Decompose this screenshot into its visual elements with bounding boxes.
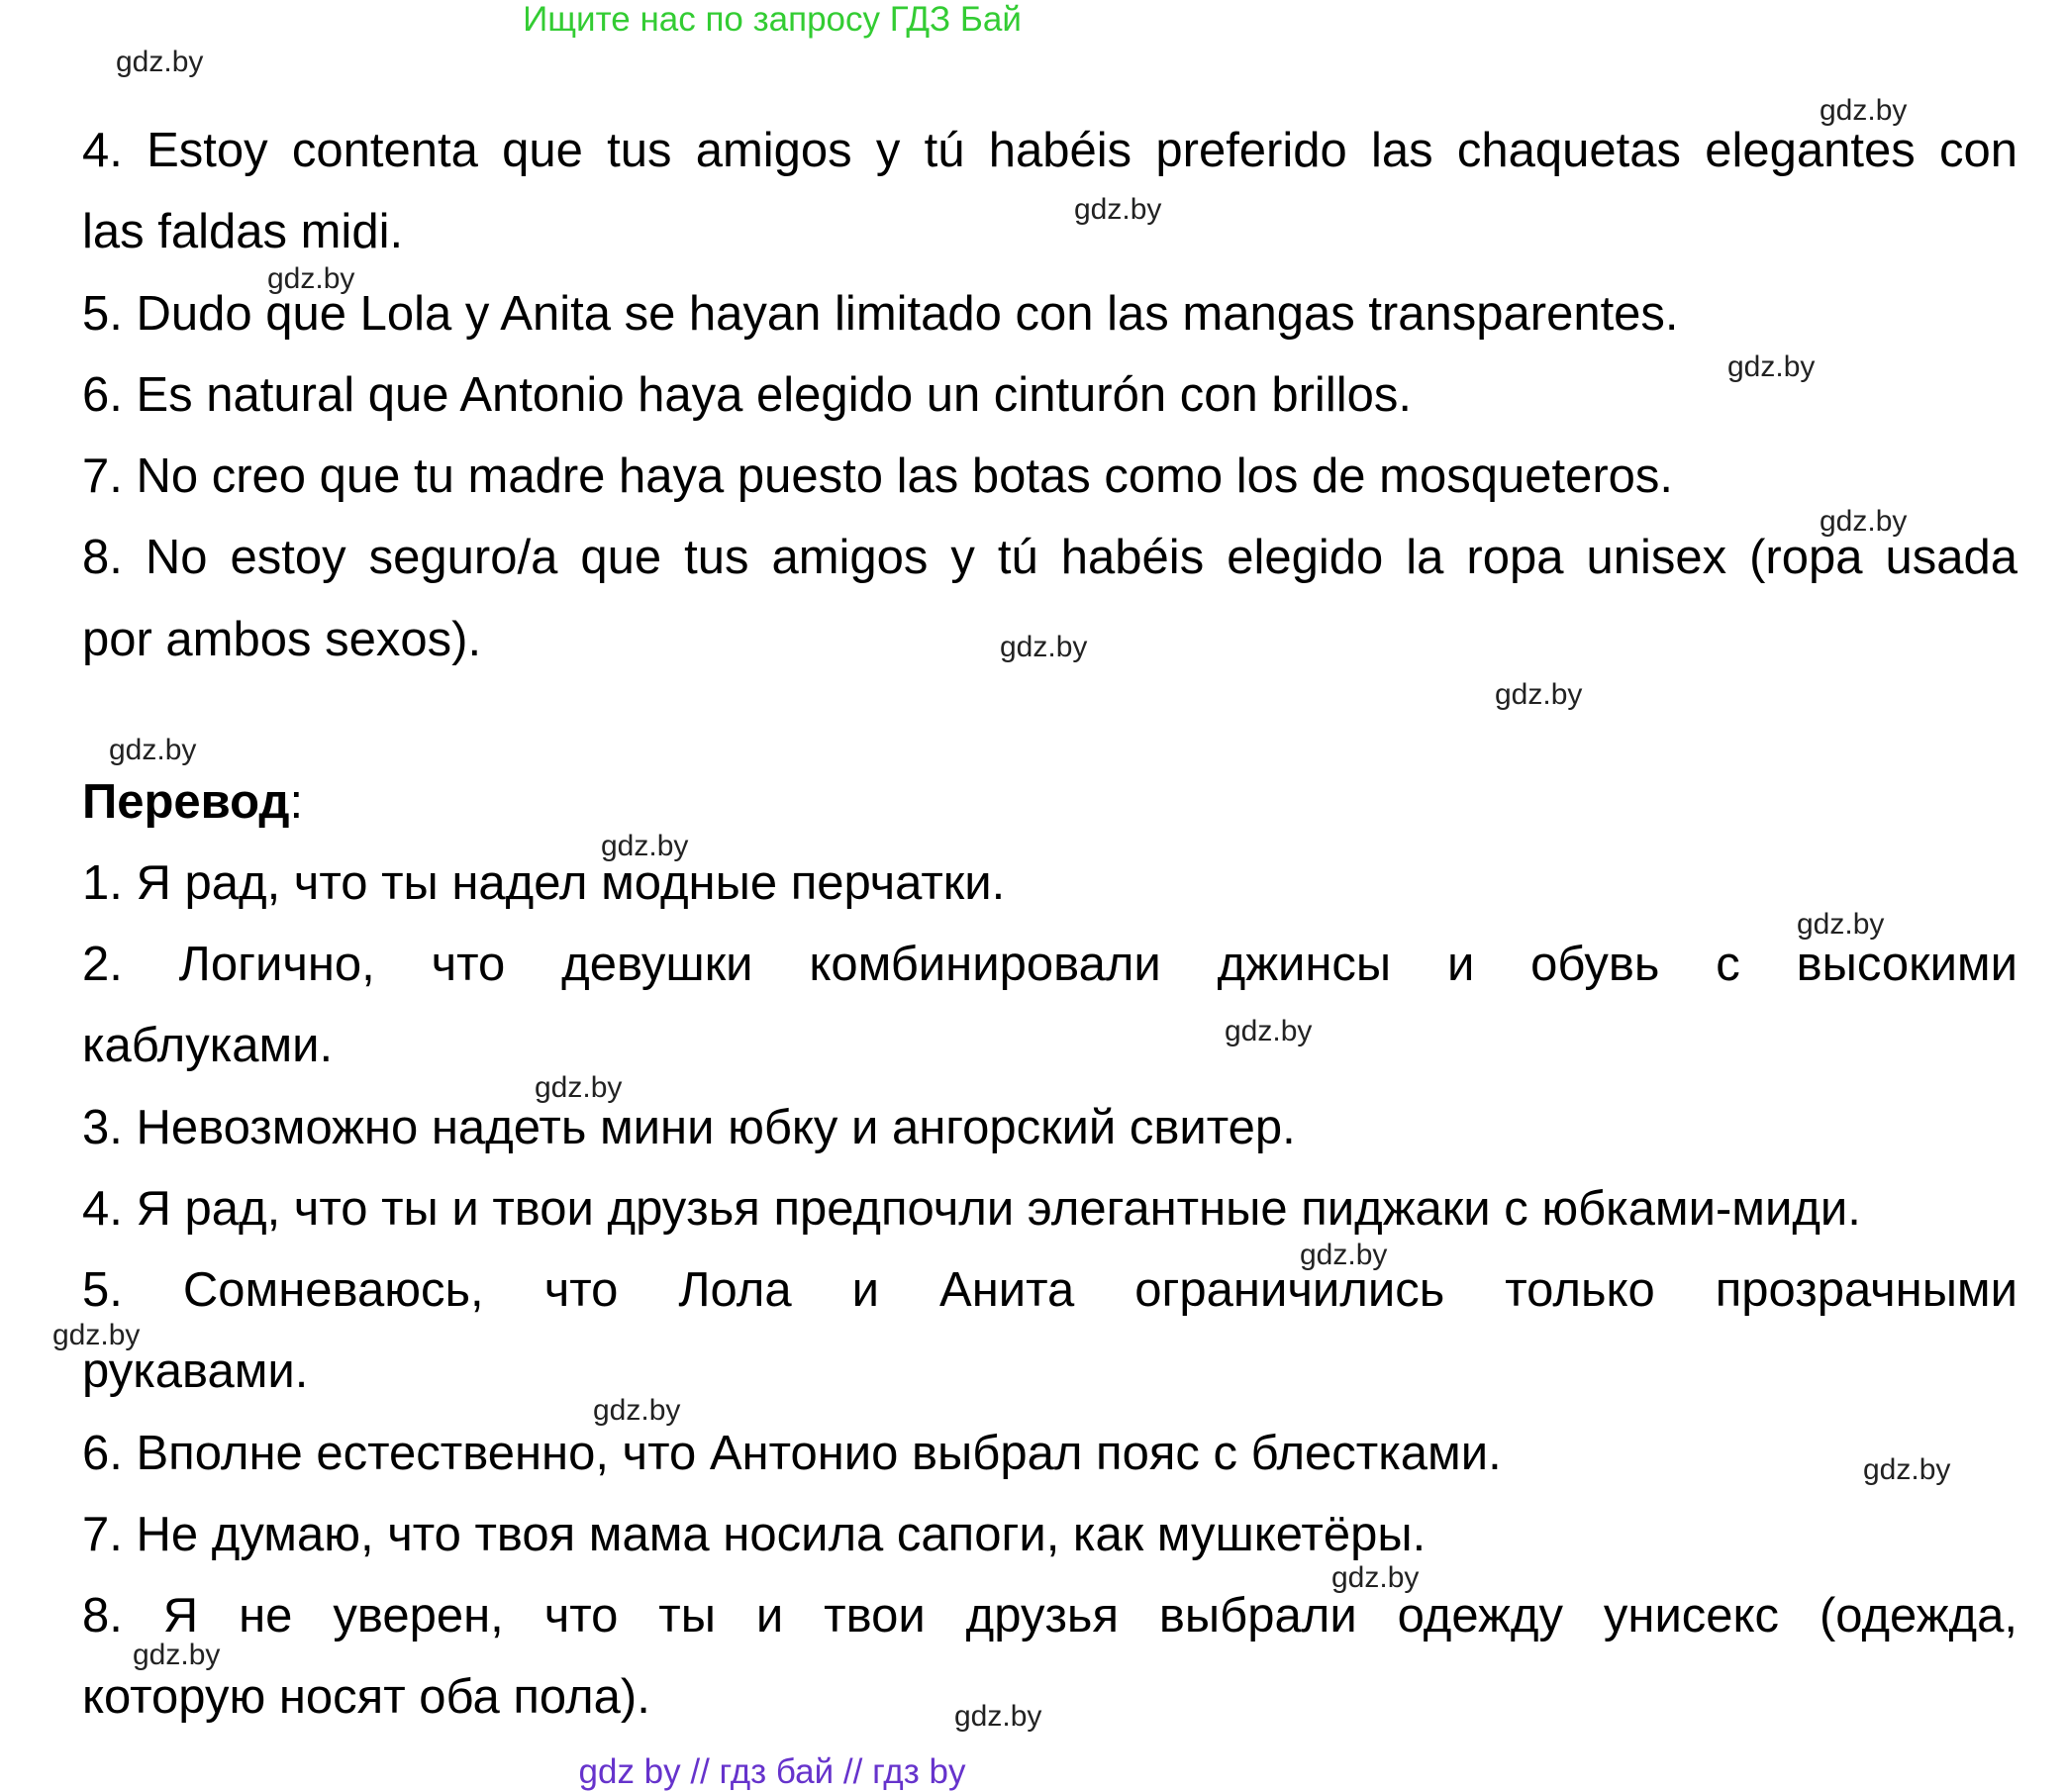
watermark: gdz.by (535, 1071, 623, 1104)
translation-line-8a: 8. Я не уверен, что ты и твои друзья выбрали одежду унисекс (одежда, (82, 1589, 2017, 1643)
spanish-line-8b: por ambos sexos). (82, 613, 482, 666)
watermark: gdz.by (1000, 631, 1088, 663)
watermark: gdz.by (133, 1639, 221, 1671)
watermark: gdz.by (1797, 908, 1885, 941)
watermark: gdz.by (52, 1319, 141, 1351)
watermark: gdz.by (954, 1700, 1042, 1733)
spanish-line-8a: 8. No estoy seguro/a que tus amigos y tú habéis elegido la ropa unisex (ropa usada (82, 531, 2017, 584)
translation-line-3: 3. Невозможно надеть мини юбку и ангорский свитер. (82, 1101, 1296, 1154)
translation-line-5a: 5. Сомневаюсь, что Лола и Анита ограничились только прозрачными (82, 1263, 2017, 1317)
watermark: gdz.by (1820, 505, 1908, 538)
translation-line-4: 4. Я рад, что ты и твои друзья предпочли элегантные пиджаки с юбками-миди. (82, 1182, 1861, 1236)
translation-line-1: 1. Я рад, что ты надел модные перчатки. (82, 856, 1006, 910)
watermark: gdz.by (1331, 1561, 1420, 1594)
translation-line-2a: 2. Логично, что девушки комбинировали джинсы и обувь с высокими (82, 938, 2017, 991)
translation-line-6: 6. Вполне естественно, что Антонио выбрал пояс с блестками. (82, 1427, 1502, 1480)
watermark: gdz.by (593, 1394, 681, 1427)
watermark: gdz.by (1300, 1239, 1388, 1271)
translation-heading-colon: : (289, 775, 304, 829)
watermark: gdz.by (116, 46, 204, 78)
translation-line-8b: которую носят оба пола). (82, 1670, 650, 1724)
spanish-line-4a: 4. Estoy contenta que tus amigos y tú habéis preferido las chaquetas elegantes con (82, 124, 2017, 177)
watermark: gdz.by (267, 262, 355, 295)
watermark: gdz.by (1820, 94, 1908, 127)
translation-line-5b: рукавами. (82, 1344, 309, 1398)
translation-line-2b: каблуками. (82, 1019, 334, 1072)
watermark: gdz.by (601, 830, 689, 862)
spanish-line-4b: las faldas midi. (82, 205, 404, 258)
spanish-line-6: 6. Es natural que Antonio haya elegido un cinturón con brillos. (82, 368, 1412, 422)
spanish-line-7: 7. No creo que tu madre haya puesto las botas como los de mosqueteros. (82, 449, 1674, 503)
search-hint-header[interactable]: Ищите нас по запросу ГДЗ Бай (523, 0, 1022, 39)
watermark: gdz.by (1074, 193, 1162, 226)
footer-links[interactable]: gdz by // гдз бай // гдз by (578, 1752, 966, 1791)
spanish-line-5: 5. Dudo que Lola y Anita se hayan limitado con las mangas transparentes. (82, 287, 1679, 341)
watermark: gdz.by (109, 734, 197, 766)
watermark: gdz.by (1495, 678, 1583, 711)
watermark: gdz.by (1863, 1453, 1951, 1486)
translation-heading-text: Перевод (82, 775, 290, 829)
watermark: gdz.by (1727, 350, 1816, 383)
translation-heading (82, 772, 303, 832)
translation-line-7: 7. Не думаю, что твоя мама носила сапоги, как мушкетёры. (82, 1508, 1427, 1561)
watermark: gdz.by (1225, 1015, 1313, 1047)
